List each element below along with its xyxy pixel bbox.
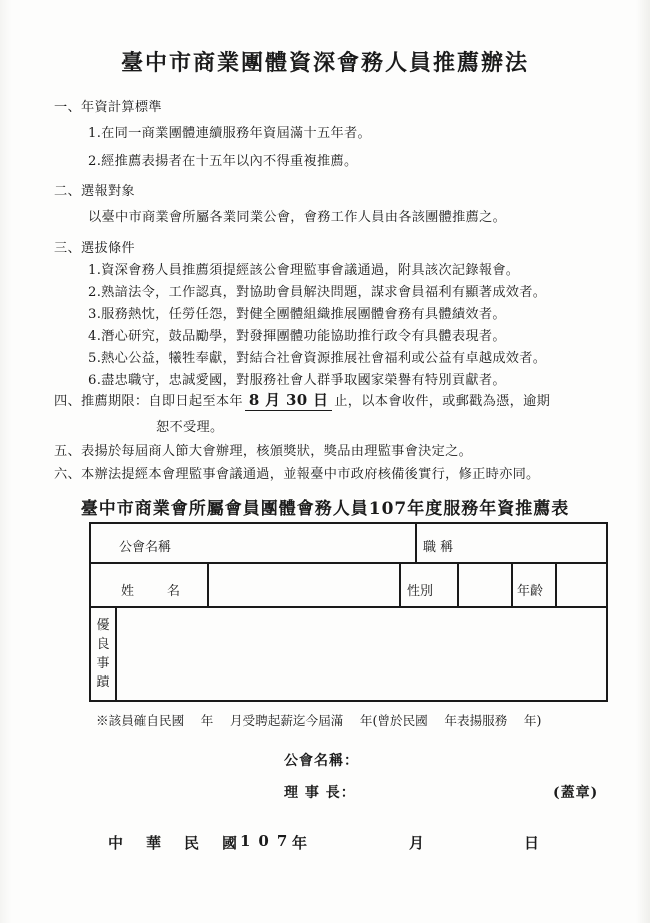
section-4-line-1 — [54, 389, 550, 411]
name-label-surname: 姓 — [121, 584, 135, 599]
merit-char: 優 — [96, 618, 110, 633]
seal-label: (蓋章) — [553, 785, 599, 801]
section-1-item-1: 1.在同一商業團體連續服務年資屆滿十五年者。 — [88, 126, 371, 141]
section-1-title: 一、年資計算標準 — [54, 100, 162, 115]
deadline-day-unit: 日 — [312, 391, 329, 409]
date-month-unit: 月 — [409, 834, 425, 852]
document-title: 臺中市商業團體資深會務人員推薦辦法 — [120, 50, 529, 76]
col-divider — [207, 562, 209, 606]
section-2-title: 二、選報對象 — [54, 184, 135, 199]
section-4-line-2: 恕不受理。 — [156, 420, 224, 435]
col-divider — [415, 524, 417, 562]
criteria-item: 2.熟諳法令，工作認真，對協助會員解決問題，謀求會員福利有顯著成效者。 — [88, 285, 547, 300]
merit-label — [95, 616, 111, 692]
col-divider — [399, 562, 401, 606]
section-3-title: 三、選拔條件 — [54, 241, 135, 256]
name-label-given: 名 — [167, 584, 181, 599]
row-divider — [91, 606, 606, 608]
section-2-body: 以臺中市商業會所屬各業同業公會，會務工作人員由各該團體推薦之。 — [88, 210, 507, 225]
merit-char: 蹟 — [96, 675, 110, 690]
signature-chairman-label: 理 事 長： — [284, 785, 356, 801]
col-divider — [511, 562, 513, 606]
col-divider — [115, 606, 117, 700]
gender-label: 性別 — [407, 584, 434, 599]
form-subtitle: 臺中市商業會所屬會員團體會務人員107年度服務年資推薦表 — [80, 499, 570, 519]
deadline-month-unit: 月 — [265, 391, 281, 409]
section-6: 六、本辦法提經本會理監事會議通過，並報臺中市政府核備後實行，修正時亦同。 — [54, 467, 540, 482]
section-5: 五、表揚於每屆商人節大會辦理，核頒獎狀，獎品由理監事會決定之。 — [54, 444, 473, 459]
date-era: 中 華 民 國 — [108, 834, 242, 852]
deadline-day: 30 — [285, 391, 308, 409]
criteria-item: 5.熱心公益，犧牲奉獻，對結合社會資源推展社會福利或公益有卓越成效者。 — [88, 351, 547, 366]
criteria-item: 4.潛心研究，鼓品勵學，對發揮團體功能協助推行政令有具體表現者。 — [88, 329, 506, 344]
age-label: 年齡 — [517, 584, 544, 599]
section-4-prefix: 四、推薦期限：自即日起至本年 — [54, 394, 243, 409]
service-note: ※該員確自民國 年 月受聘起薪迄今屆滿 年(曾於民國 年表揚服務 年) — [96, 713, 542, 728]
merit-char: 事 — [96, 656, 110, 671]
union-name-label: 公會名稱 — [119, 540, 172, 555]
col-divider — [457, 562, 459, 606]
signature-union-label: 公會名稱： — [284, 753, 359, 769]
criteria-item: 6.盡忠職守，忠誠愛國，對服務社會人群爭取國家榮譽有特別貢獻者。 — [88, 373, 506, 388]
merit-char: 良 — [96, 637, 110, 652]
deadline-date — [245, 389, 332, 411]
criteria-item: 3.服務熱忱，任勞任怨，對健全團體組織推展團體會務有具體績效者。 — [88, 307, 506, 322]
col-divider — [555, 562, 557, 606]
date-year-unit: 年 — [292, 834, 308, 852]
section-1-item-2: 2.經推薦表揚者在十五年以內不得重複推薦。 — [88, 154, 358, 169]
deadline-month: 8 — [248, 391, 260, 409]
section-4-suffix: 止，以本會收件，或郵戳為憑，逾期 — [334, 394, 551, 409]
criteria-item: 1.資深會務人員推薦須提經該公會理監事會議通過，附具該次記錄報會。 — [88, 263, 520, 278]
row-divider — [91, 562, 606, 564]
date-year: 107 — [240, 832, 296, 850]
date-day-unit: 日 — [524, 834, 540, 852]
recommendation-form-table — [89, 522, 608, 702]
position-label: 職 稱 — [423, 540, 454, 555]
